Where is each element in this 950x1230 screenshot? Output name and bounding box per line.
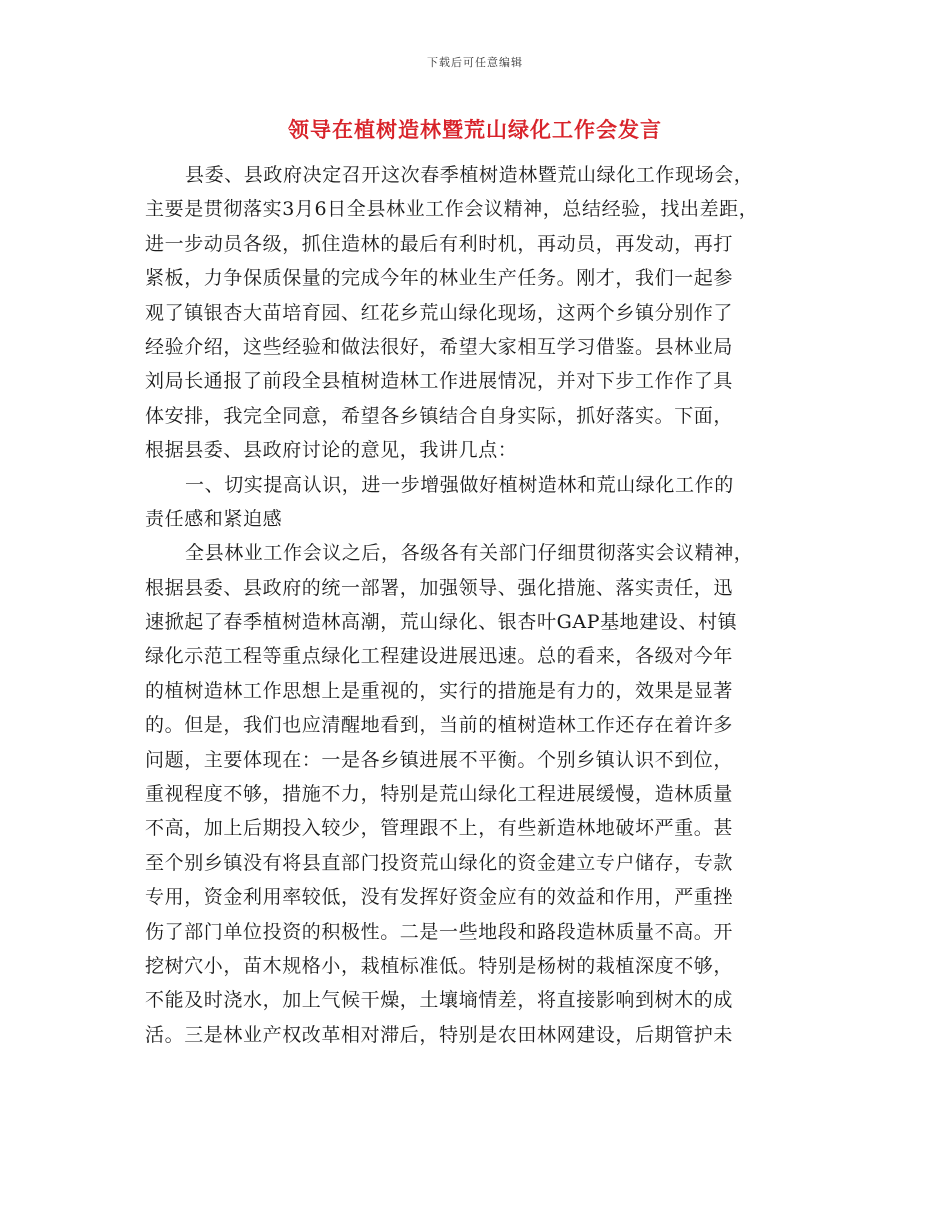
text-line: 根据县委、县政府讨论的意见，我讲几点： [145, 439, 518, 462]
document-title: 领导在植树造林暨荒山绿化工作会发言 [288, 117, 662, 142]
text-line: 进一步动员各级，抓住造林的最后有利时机，再动员，再发动，再打 [145, 232, 734, 255]
text-line: 的植树造林工作思想上是重视的，实行的措施是有力的，效果是显著 [145, 679, 734, 702]
text-line: 不高，加上后期投入较少，管理跟不上，有些新造林地破坏严重。甚 [145, 817, 734, 840]
text-line: 专用，资金利用率较低，没有发挥好资金应有的效益和作用，严重挫 [145, 886, 734, 909]
text-line: 根据县委、县政府的统一部署，加强领导、强化措施、落实责任，迅 [145, 576, 734, 599]
text-line: 不能及时浇水，加上气候干燥，土壤墒情差，将直接影响到树木的成 [145, 989, 734, 1012]
text-line: 刘局长通报了前段全县植树造林工作进展情况，并对下步工作作了具 [145, 370, 734, 393]
section-heading-line: 责任感和紧迫感 [145, 507, 283, 530]
text-line: 至个别乡镇没有将县直部门投资荒山绿化的资金建立专户储存，专款 [145, 851, 734, 874]
text-line: 县委、县政府决定召开这次春季植树造林暨荒山绿化工作现场会， [185, 164, 754, 186]
text-line: 问题，主要体现在：一是各乡镇进展不平衡。个别乡镇认识不到位， [145, 748, 734, 771]
text-line: 主要是贯彻落实3月6日全县林业工作会议精神，总结经验，找出差距， [145, 198, 759, 221]
text-line: 的。但是，我们也应清醒地看到，当前的植树造林工作还存在着许多 [145, 714, 734, 737]
text-line: 伤了部门单位投资的积极性。二是一些地段和路段造林质量不高。开 [145, 920, 734, 943]
document-body [145, 158, 825, 1052]
text-line: 绿化示范工程等重点绿化工程建设进展迅速。总的看来，各级对今年 [145, 645, 734, 668]
text-line: 挖树穴小，苗木规格小，栽植标准低。特别是杨树的栽植深度不够， [145, 954, 734, 977]
text-line: 观了镇银杏大苗培育园、红花乡荒山绿化现场，这两个乡镇分别作了 [145, 301, 734, 324]
text-line: 活。三是林业产权改革相对滞后，特别是农田林网建设，后期管护未 [145, 1023, 734, 1046]
text-line: 紧板，力争保质保量的完成今年的林业生产任务。刚才，我们一起参 [145, 267, 734, 290]
text-line: 体安排，我完全同意，希望各乡镇结合自身实际，抓好落实。下面， [145, 404, 734, 427]
text-line: 全县林业工作会议之后，各级各有关部门仔细贯彻落实会议精神， [185, 542, 754, 565]
header-note: 下载后可任意编辑 [427, 56, 523, 69]
text-line: 经验介绍，这些经验和做法很好，希望大家相互学习借鉴。县林业局 [145, 335, 734, 358]
text-line: 速掀起了春季植树造林高潮，荒山绿化、银杏叶GAP基地建设、村镇 [145, 611, 738, 634]
section-heading-line: 一、切实提高认识，进一步增强做好植树造林和荒山绿化工作的 [185, 473, 734, 496]
text-line: 重视程度不够，措施不力，特别是荒山绿化工程进展缓慢，造林质量 [145, 783, 734, 806]
